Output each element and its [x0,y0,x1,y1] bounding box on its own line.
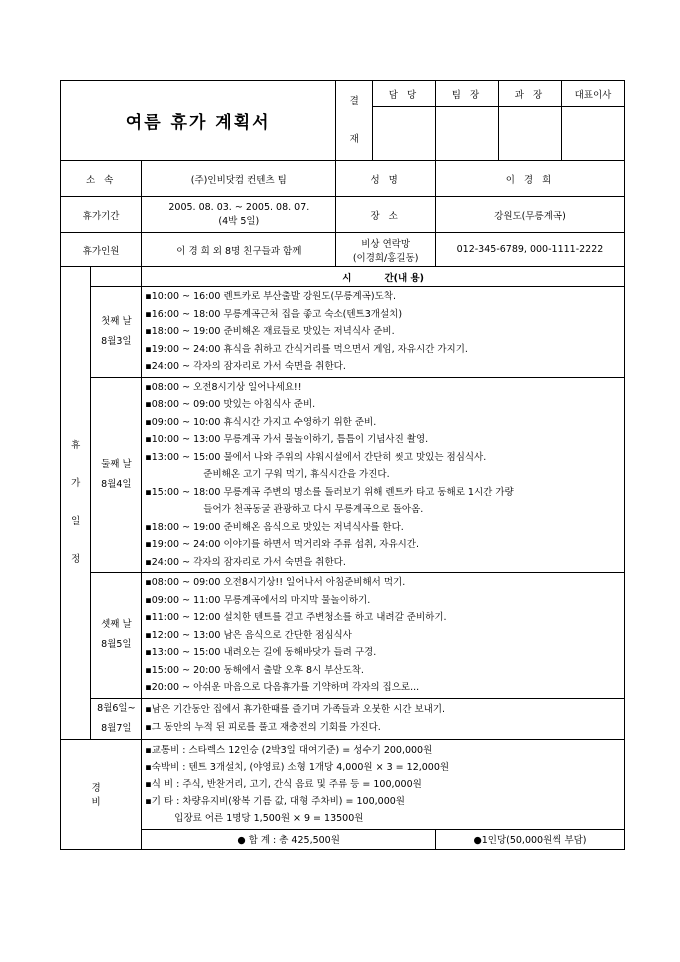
expense-line: ▪숙박비 : 텐트 3개설치, (야영료) 소형 1개당 4,000원 × 3 = 12,000원 [145,761,450,773]
day-date: 8월5일 [101,639,132,651]
expenses-list [142,739,625,829]
approval-signature-box[interactable] [435,107,498,161]
schedule-line: ▪그 동안의 누적 된 피로를 풀고 재충전의 기회를 가진다. [145,721,381,733]
expense-line: ▪교통비 : 스타렉스 12인승 (2박3일 대여기준) = 성수기 200,000원 [145,744,433,756]
schedule-section-label [61,267,91,740]
expense-line: 입장료 어른 1명당 1,500원 × 9 = 13500원 [174,812,364,824]
schedule-line: ▪13:00 ~ 15:00 내려오는 길에 동해바닷가 들려 구경. [145,647,377,658]
emergency-contacts: 012-345-6789, 000-1111-2222 [435,233,624,267]
schedule-line: ▪11:00 ~ 12:00 설치한 텐트를 걷고 주변청소를 하고 내려갈 준비하기. [145,612,447,623]
schedule-line: ▪18:00 ~ 19:00 준비해온 음식으로 맛있는 저녁식사를 한다. [145,521,404,533]
schedule-line: ▪09:00 ~ 11:00 무릉계곡에서의 마지막 물놀이하기. [145,594,371,606]
expense-line: ▪식 비 : 주식, 반찬거리, 고기, 간식 음료 및 주류 등 = 100,000원 [145,778,422,790]
place-value: 강원도(무릉계곡) [435,197,624,233]
period-nights: (4박 5일) [218,216,260,227]
approval-role-manager: 과 장 [498,81,561,107]
period-dates: 2005. 08. 03. ~ 2005. 08. 07. [168,202,310,213]
name-label: 성 명 [336,161,436,197]
schedule-label-char: 휴 [71,439,81,451]
approval-signature-box[interactable] [561,107,624,161]
approval-signature-box[interactable] [498,107,561,161]
name-value: 이 경 희 [435,161,624,197]
schedule-label-char: 정 [71,553,81,565]
schedule-line: ▪08:00 ~ 오전8시기상 일어나세요!! [145,381,302,393]
schedule-line: ▪16:00 ~ 18:00 무릉계곡근처 집을 좋고 숙소(텐트3개설치) [145,308,403,320]
expenses-per-person: ●1인당(50,000원씩 부담) [435,829,624,849]
schedule-header: 시 간(내 용) [142,267,625,287]
approval-signature-box[interactable] [372,107,435,161]
day-schedule [142,698,625,739]
schedule-line: 준비해온 고기 구워 먹기, 휴식시간을 가진다. [203,469,390,480]
schedule-line: ▪19:00 ~ 24:00 이야기를 하면서 먹거리와 주류 섭취, 자유시간. [145,539,419,550]
schedule-line: ▪24:00 ~ 각자의 잠자리로 가서 숙면을 취한다. [145,361,346,372]
expenses-label: 경 비 [61,739,142,849]
schedule-line: ▪24:00 ~ 각자의 잠자리로 가서 숙면을 취한다. [145,556,346,568]
day-schedule [142,287,625,378]
day-date: 8월3일 [101,335,132,347]
schedule-line: ▪09:00 ~ 10:00 휴식시간 가지고 수영하기 위한 준비. [145,416,377,428]
schedule-line: ▪08:00 ~ 09:00 맛있는 아침식사 준비. [145,399,316,410]
schedule-line: ▪19:00 ~ 24:00 휴식을 취하고 간식거리를 먹으면서 게임, 자유시간 가지기. [145,343,468,355]
day-name: 둘째 날 [101,458,132,470]
emergency-label [336,233,436,267]
day-date: 8월4일 [101,478,132,490]
approval-label [336,81,373,161]
schedule-line: ▪18:00 ~ 19:00 준비해온 재료들로 맛있는 저녁식사 준비. [145,326,395,337]
schedule-label-char: 가 [71,477,81,489]
schedule-line: ▪13:00 ~ 15:00 물에서 나와 주위의 샤워시설에서 간단히 씻고 맛있는 점심식사. [145,451,487,463]
affiliation-value: (주)인비닷컴 컨텐츠 팀 [142,161,336,197]
place-label: 장 소 [336,197,436,233]
approval-role-team-lead: 팀 장 [435,81,498,107]
schedule-line: ▪남은 기간동안 집에서 휴가한때를 즐기며 가족들과 오붓한 시간 보내기. [145,704,446,715]
schedule-line: ▪12:00 ~ 13:00 남은 음식으로 간단한 점심식사 [145,629,352,641]
affiliation-label: 소 속 [61,161,142,197]
approval-label-bottom: 재 [349,133,359,145]
approval-label-top: 결 [349,95,359,107]
day-label [91,287,142,378]
schedule-header-spacer [91,267,142,287]
schedule-line: ▪08:00 ~ 09:00 오전8시기상!! 일어나서 아침준비해서 먹기. [145,577,406,588]
emergency-label-line2: (이경희/홍길동) [352,252,419,264]
day-schedule [142,573,625,699]
members-label: 휴가인원 [61,233,142,267]
schedule-label-char: 일 [71,515,81,527]
schedule-line: ▪15:00 ~ 20:00 동해에서 출발 오후 8시 부산도착. [145,664,364,676]
document-title: 여름 휴가 계획서 [61,81,336,161]
schedule-line: 들어가 천곡동굴 관광하고 다시 무릉계곡으로 돌아옴. [203,504,424,515]
period-label: 휴가기간 [61,197,142,233]
approval-role-ceo: 대표이사 [561,81,624,107]
schedule-line: ▪10:00 ~ 13:00 무릉계곡 가서 물놀이하기, 틈틈이 기념사진 촬영. [145,434,429,445]
vacation-plan-form [60,80,625,850]
expenses-total: ● 합 계 : 총 425,500원 [142,829,436,849]
schedule-line: ▪20:00 ~ 아쉬운 마음으로 다음휴가를 기약하며 각자의 집으로... [145,682,420,693]
emergency-label-line1: 비상 연락망 [361,238,411,250]
day-label [91,573,142,699]
day-name: 8월6일~ [97,702,136,714]
day-label [91,377,142,573]
schedule-line: ▪15:00 ~ 18:00 무릉계곡 주변의 명소를 돌러보기 위해 렌트카 타고 동해로 1시간 가량 [145,486,514,498]
members-value: 이 경 희 외 8명 친구들과 함께 [142,233,336,267]
schedule-line: ▪10:00 ~ 16:00 렌트카로 부산출발 강원도(무릉계곡)도착. [145,291,396,302]
day-name: 첫째 날 [101,315,132,327]
day-label [91,698,142,739]
day-date: 8월7일 [101,722,132,734]
day-name: 셋째 날 [101,619,132,631]
day-schedule [142,377,625,573]
period-value [142,197,336,233]
expense-line: ▪기 타 : 차량유지비(왕복 기름 값, 대형 주차비) = 100,000원 [145,795,405,807]
approval-role-staff: 담 당 [372,81,435,107]
